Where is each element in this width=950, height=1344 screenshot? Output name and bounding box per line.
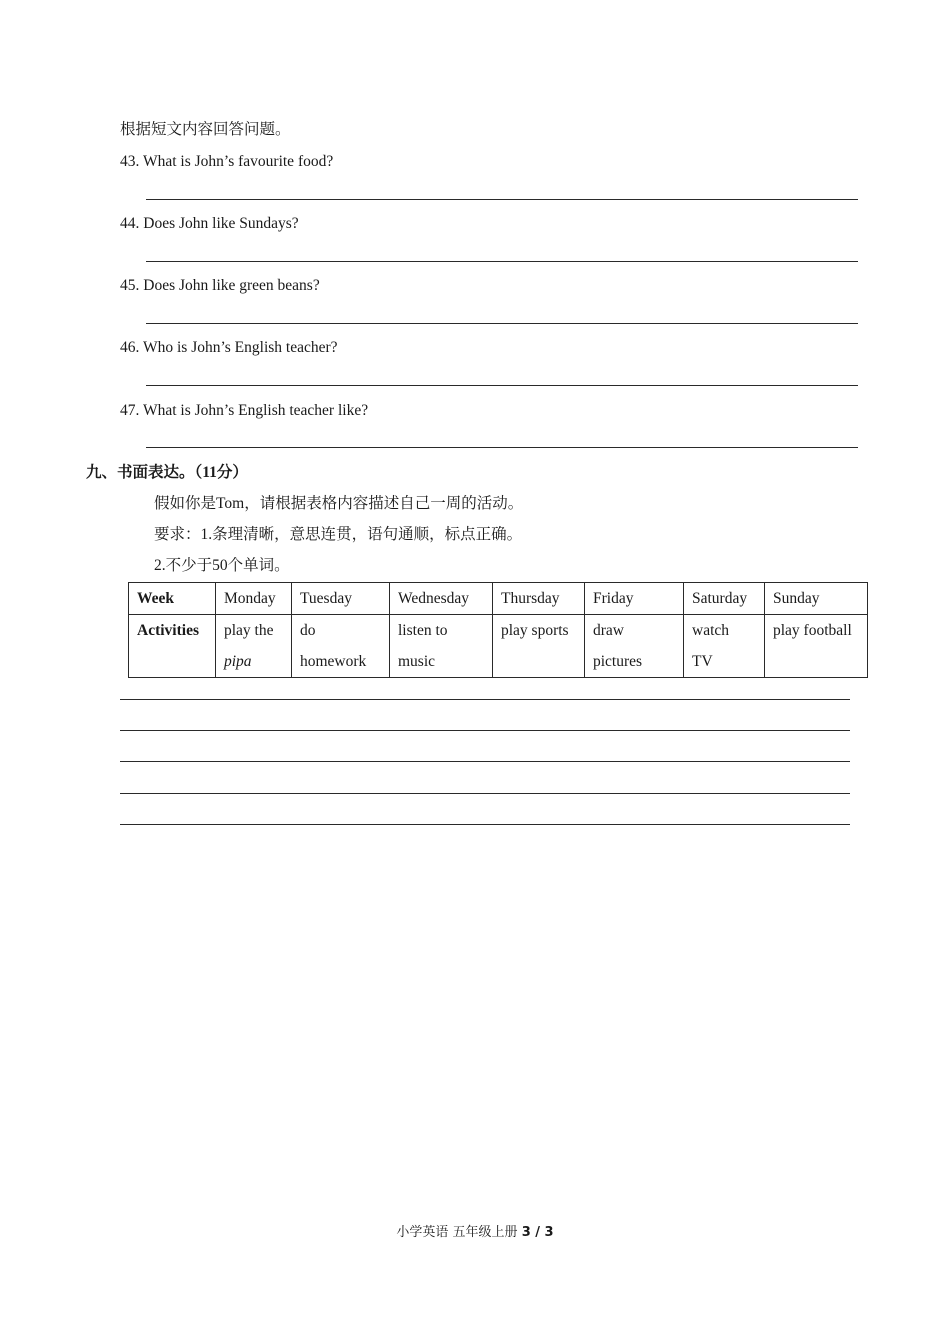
- footer-page-number: 3 / 3: [521, 1225, 554, 1240]
- activity-monday: [216, 615, 292, 678]
- day-saturday: Saturday: [684, 583, 765, 615]
- question-43: 43. What is John’s favourite food?: [120, 153, 334, 170]
- question-47: 47. What is John’s English teacher like?: [120, 402, 369, 419]
- answer-line-46[interactable]: [146, 385, 858, 386]
- row-label-week: Week: [129, 583, 216, 615]
- activity-text: play football: [773, 622, 852, 639]
- activity-text: TV: [692, 653, 713, 670]
- answer-line-43[interactable]: [146, 199, 858, 200]
- activity-text: music: [398, 653, 436, 670]
- table-row-week: [129, 583, 868, 615]
- day-tuesday: Tuesday: [292, 583, 390, 615]
- answer-line-44[interactable]: [146, 261, 858, 262]
- day-friday: Friday: [585, 583, 684, 615]
- activity-text: play the: [224, 622, 274, 639]
- day-thursday: Thursday: [493, 583, 585, 615]
- activity-saturday: [684, 615, 765, 678]
- activity-sunday: [765, 615, 868, 678]
- writing-line-4[interactable]: [120, 793, 850, 794]
- answer-line-45[interactable]: [146, 323, 858, 324]
- weekly-activities-table: [128, 582, 868, 678]
- day-monday: Monday: [216, 583, 292, 615]
- writing-line-2[interactable]: [120, 730, 850, 731]
- reading-instruction: 根据短文内容回答问题。: [120, 121, 291, 138]
- activity-tuesday: [292, 615, 390, 678]
- table-row-activities: [129, 615, 868, 678]
- question-45: 45. Does John like green beans?: [120, 277, 320, 294]
- day-wednesday: Wednesday: [390, 583, 493, 615]
- question-44: 44. Does John like Sundays?: [120, 215, 299, 232]
- activity-text: listen to: [398, 622, 448, 639]
- footer-subject: 小学英语 五年级上册: [396, 1225, 518, 1240]
- writing-requirement-1: 要求：1.条理清晰，意思连贯，语句通顺，标点正确。: [154, 526, 523, 543]
- activity-friday: [585, 615, 684, 678]
- writing-line-1[interactable]: [120, 699, 850, 700]
- row-label-activities: Activities: [129, 615, 216, 678]
- activity-wednesday: [390, 615, 493, 678]
- activity-text: watch: [692, 622, 730, 639]
- day-sunday: Sunday: [765, 583, 868, 615]
- page-footer: [0, 1224, 950, 1242]
- activity-text: draw: [593, 622, 624, 639]
- section-nine-title: 九、书面表达。（11分）: [86, 464, 248, 481]
- writing-requirement-2: 2.不少于50个单词。: [154, 557, 290, 574]
- activity-text: do: [300, 622, 316, 639]
- answer-line-47[interactable]: [146, 447, 858, 448]
- activity-text: play sports: [501, 622, 569, 639]
- question-46: 46. Who is John’s English teacher?: [120, 339, 338, 356]
- activity-text: pictures: [593, 653, 643, 670]
- activity-text: pipa: [224, 653, 252, 670]
- activity-thursday: [493, 615, 585, 678]
- writing-line-5[interactable]: [120, 824, 850, 825]
- writing-prompt: 假如你是Tom，请根据表格内容描述自己一周的活动。: [154, 495, 524, 512]
- activity-text: homework: [300, 653, 367, 670]
- writing-line-3[interactable]: [120, 761, 850, 762]
